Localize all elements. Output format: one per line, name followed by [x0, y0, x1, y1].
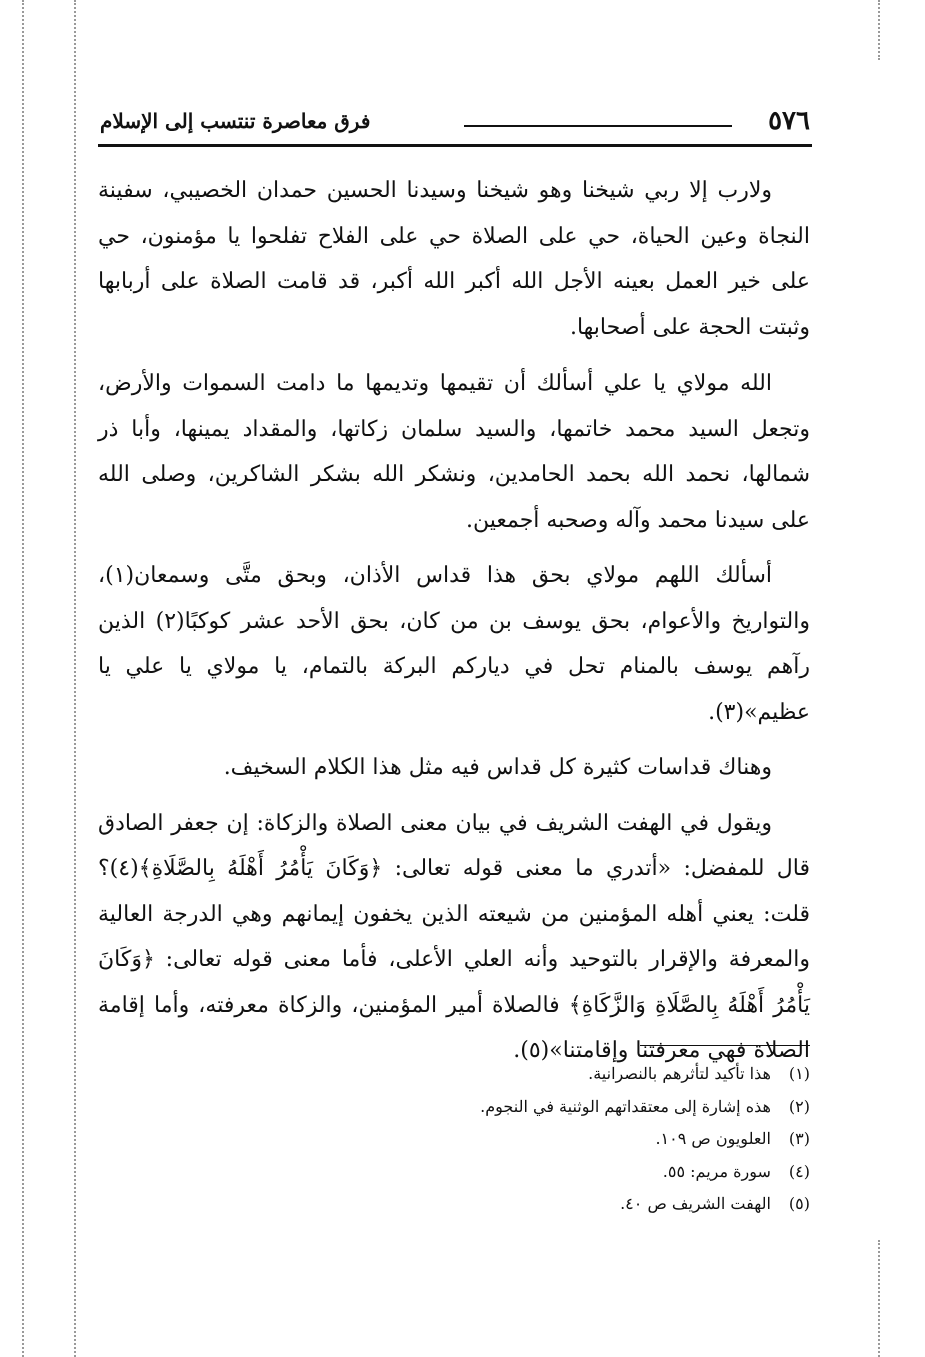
- footnote: [300, 1188, 810, 1221]
- paragraph: الله مولاي يا علي أسألك أن تقيمها وتديمها ما دامت السموات والأرض، وتجعل السيد محمد خاتمها، والسيد سلمان زكاتها، والمقداد يمينها، وأبا ذر شمالها، نحمد الله بحمد الحامدين، ونشكر الله بشكر الشاكرين، وصلى الله على سيدنا محمد وآله وصحبه أجمعين.: [98, 371, 810, 533]
- footnotes: [300, 1058, 810, 1221]
- footnote: [300, 1091, 810, 1124]
- footnote-number: (٤): [788, 1161, 810, 1181]
- footnote-number: (١): [788, 1064, 810, 1083]
- scan-margin-dots: [878, 1240, 880, 1357]
- scan-margin-dots: [22, 0, 24, 1357]
- footnote: [300, 1058, 810, 1091]
- footnote-text: الهفت الشريف ص ٤٠.: [620, 1194, 771, 1213]
- footnote: [300, 1156, 810, 1189]
- scan-margin-dots: [878, 0, 880, 60]
- page-header: [100, 104, 810, 144]
- main-text: [98, 168, 810, 1084]
- scan-margin-dots: [74, 0, 76, 1357]
- footnote-number: (٣): [788, 1129, 810, 1148]
- footnote-number: (٥): [788, 1194, 810, 1213]
- footnote: [300, 1123, 810, 1156]
- header-divider: [464, 125, 732, 127]
- footnote-text: سورة مريم: ٥٥.: [662, 1161, 771, 1181]
- paragraph: ولارب إلا ربي شيخنا وهو شيخنا وسيدنا الحسين حمدان الخصيبي، سفينة النجاة وعين الحياة، حي على الصلاة حي على الفلاح تفلحوا يا مؤمنون، حي على خير العمل بعينه الأجل الله أكبر الله أكبر، قد قامت الصلاة على أربابها وثبتت الحجة على أصحابها.: [98, 178, 810, 340]
- footnote-text: هذه إشارة إلى معتقداتهم الوثنية في النجوم.: [480, 1096, 771, 1116]
- paragraph: ويقول في الهفت الشريف في بيان معنى الصلاة والزكاة: إن جعفر الصادق قال للمفضل: «أتدري ما معنى قوله تعالى: ﴿وَكَانَ يَأْمُرُ أَهْلَهُ بِالصَّلَاةِ﴾(٤)؟ قلت: يعني أهله المؤمنين من شيعته الذين يخفون إيمانهم وهي الدرجة العالية والمعرفة والإقرار بالتوحيد وأنه العلي الأعلى، فأما معنى قوله تعالى: ﴿وَكَانَ يَأْمُرُ أَهْلَهُ بِالصَّلَاةِ وَالزَّكَاةِ﴾ فالصلاة أمير المؤمنين، والزكاة معرفته، وأما إقامة الصلاة فهي معرفتنا وإقامتنا»(٥).: [98, 810, 810, 1063]
- paragraph: أسألك اللهم مولاي بحق هذا قداس الأذان، وبحق متَّى وسمعان(١)، والتواريخ والأعوام، بحق يوسف بن من كان، بحق الأحد عشر كوكبًا(٢) الذين رآهم يوسف بالمنام تحل في دياركم البركة بالتمام، يا مولاي يا علي يا عظيم»(٣).: [98, 563, 810, 725]
- footnote-separator: [640, 1045, 810, 1046]
- paragraph: وهناك قداسات كثيرة كل قداس فيه مثل هذا الكلام السخيف.: [223, 755, 772, 780]
- page-number: ٥٧٦: [768, 106, 810, 136]
- footnote-text: هذا تأكيد لتأثرهم بالنصرانية.: [588, 1064, 771, 1083]
- running-title: فرق معاصرة تنتسب إلى الإسلام: [100, 109, 371, 133]
- header-rule: [98, 144, 812, 147]
- footnote-number: (٢): [788, 1096, 810, 1116]
- footnote-text: العلويون ص ١٠٩.: [655, 1129, 771, 1148]
